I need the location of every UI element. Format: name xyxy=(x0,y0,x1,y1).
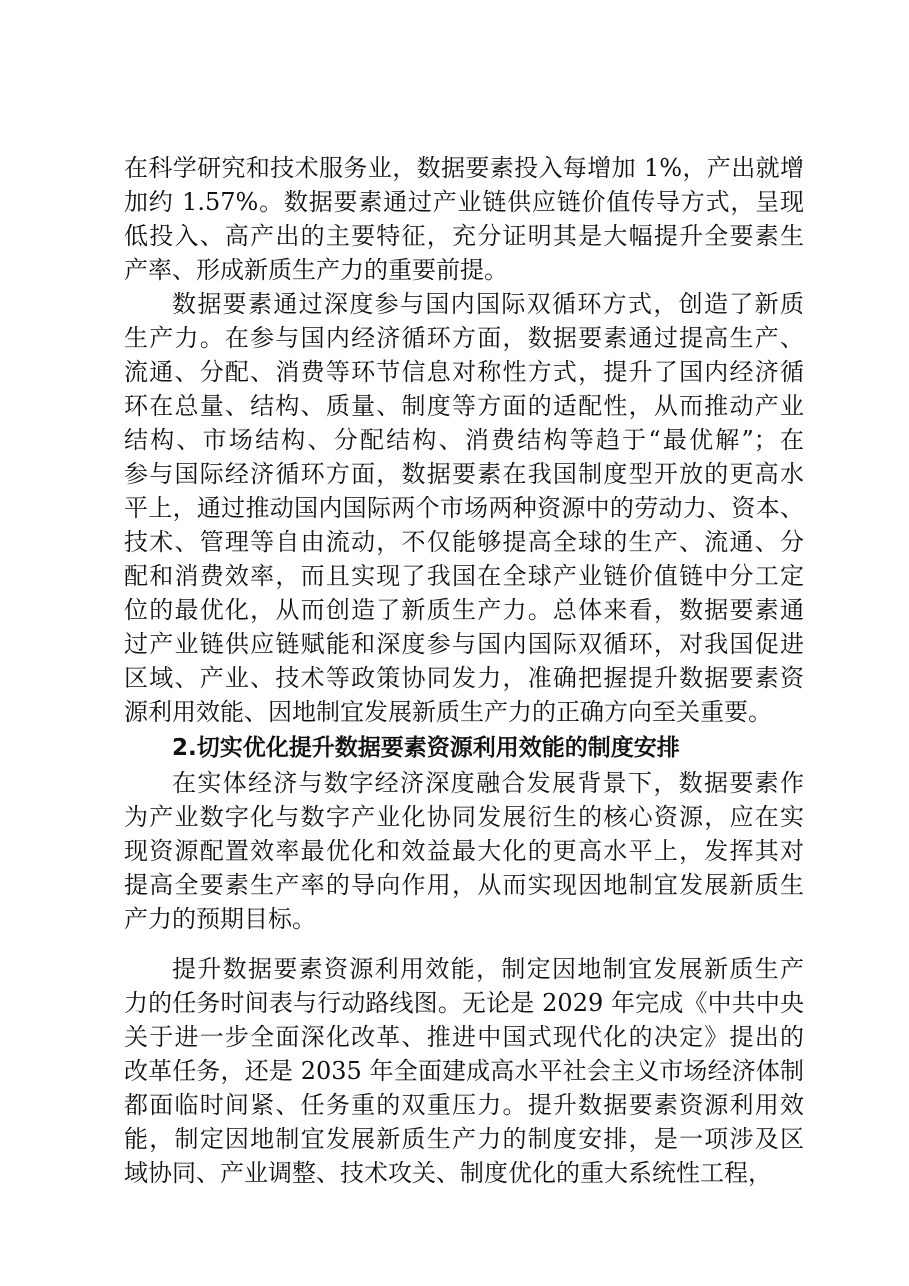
paragraph-2-line-10: 位的最优化，从而创造了新质生产力。总体来看，数据要素通 xyxy=(124,596,804,624)
paragraph-4-line-4: 改革任务，还是 2035 年全面建成高水平社会主义市场经济体制 xyxy=(124,1057,804,1085)
paragraph-2-line-9: 配和消费效率，而且实现了我国在全球产业链价值链中分工定 xyxy=(124,562,804,590)
paragraph-4-line-1: 提升数据要素资源利用效能，制定因地制宜发展新质生产 xyxy=(172,955,804,983)
paragraph-3-line-4: 提高全要素生产率的导向作用，从而实现因地制宜发展新质生 xyxy=(124,871,804,899)
paragraph-2-line-7: 平上，通过推动国内国际两个市场两种资源中的劳动力、资本、 xyxy=(124,494,804,522)
paragraph-4-line-3: 关于进一步全面深化改革、推进中国式现代化的决定》提出的 xyxy=(124,1023,804,1051)
paragraph-2-line-6: 参与国际经济循环方面，数据要素在我国制度型开放的更高水 xyxy=(124,460,804,488)
paragraph-2-line-12: 区域、产业、技术等政策协同发力，准确把握提升数据要素资 xyxy=(124,664,804,692)
paragraph-2-line-8: 技术、管理等自由流动，不仅能够提高全球的生产、流通、分 xyxy=(124,528,804,556)
paragraph-3-line-3: 现资源配置效率最优化和效益最大化的更高水平上，发挥其对 xyxy=(124,837,804,865)
paragraph-2-line-1: 数据要素通过深度参与国内国际双循环方式，创造了新质 xyxy=(172,290,804,318)
paragraph-4-line-6: 能，制定因地制宜发展新质生产力的制度安排，是一项涉及区 xyxy=(124,1125,804,1153)
paragraph-2-line-4: 环在总量、结构、质量、制度等方面的适配性，从而推动产业 xyxy=(124,392,804,420)
section-heading: 2.切实优化提升数据要素资源利用效能的制度安排 xyxy=(172,735,680,761)
paragraph-4-line-7: 域协同、产业调整、技术攻关、制度优化的重大系统性工程， xyxy=(124,1159,772,1187)
paragraph-3-line-1: 在实体经济与数字经济深度融合发展背景下，数据要素作 xyxy=(172,769,804,797)
paragraph-4-line-2: 力的任务时间表与行动路线图。无论是 2029 年完成《中共中央 xyxy=(124,989,804,1017)
paragraph-2-line-2: 生产力。在参与国内经济循环方面，数据要素通过提高生产、 xyxy=(124,324,804,352)
paragraph-2-line-3: 流通、分配、消费等环节信息对称性方式，提升了国内经济循 xyxy=(124,358,804,386)
paragraph-1-line-3: 低投入、高产出的主要特征，充分证明其是大幅提升全要素生 xyxy=(124,222,804,250)
paragraph-3-line-5: 产力的预期目标。 xyxy=(124,905,316,933)
paragraph-4-line-5: 都面临时间紧、任务重的双重压力。提升数据要素资源利用效 xyxy=(124,1091,804,1119)
paragraph-1-line-1: 在科学研究和技术服务业，数据要素投入每增加 1%，产出就增 xyxy=(124,154,804,182)
paragraph-3-line-2: 为产业数字化与数字产业化协同发展衍生的核心资源，应在实 xyxy=(124,803,804,831)
paragraph-2-line-5: 结构、市场结构、分配结构、消费结构等趋于“最优解”；在 xyxy=(124,426,804,454)
paragraph-2-line-13: 源利用效能、因地制宜发展新质生产力的正确方向至关重要。 xyxy=(124,698,772,726)
paragraph-1-line-4: 产率、形成新质生产力的重要前提。 xyxy=(124,256,508,284)
paragraph-2-line-11: 过产业链供应链赋能和深度参与国内国际双循环，对我国促进 xyxy=(124,630,804,658)
paragraph-1-line-2: 加约 1.57%。数据要素通过产业链供应链价值传导方式，呈现 xyxy=(124,188,804,216)
